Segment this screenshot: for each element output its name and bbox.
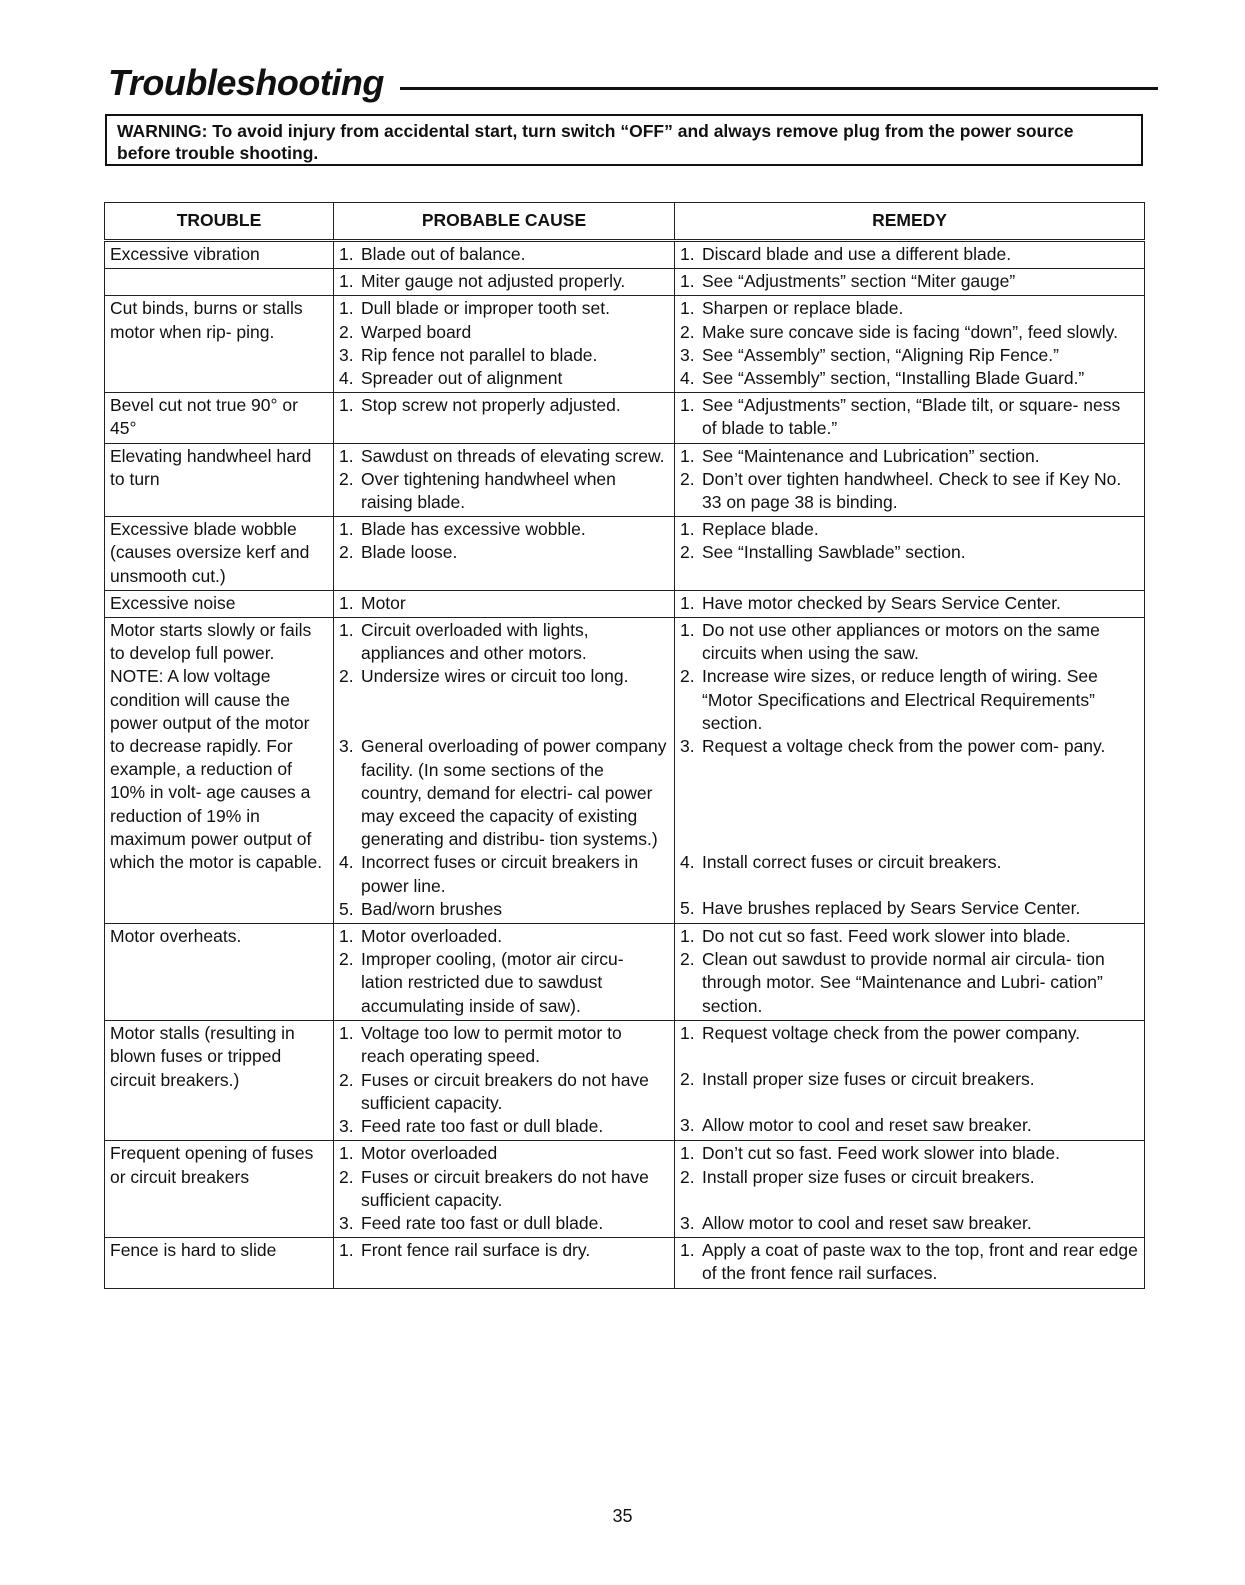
page-header	[108, 58, 1158, 108]
remedy-text: See “Assembly” section, “Aligning Rip Fence.”	[702, 344, 1059, 365]
remedy-cell	[675, 1141, 1145, 1238]
cause-item	[339, 270, 669, 293]
warning-box	[105, 114, 1143, 166]
table-row	[105, 241, 1145, 269]
remedy-text: Discard blade and use a different blade.	[702, 244, 1012, 264]
item-number: 4.	[339, 368, 354, 389]
probable-cause-cell	[334, 618, 675, 924]
cause-item	[339, 344, 669, 367]
item-number: 2.	[680, 542, 695, 563]
item-number: 2.	[339, 1069, 354, 1090]
trouble-cell: Motor overheats.	[105, 924, 334, 1021]
remedy-item	[680, 619, 1139, 665]
item-number: 1.	[339, 271, 354, 292]
cause-text: Undersize wires or circuit too long.	[361, 666, 629, 687]
item-number: 3.	[339, 736, 354, 757]
remedy-text: Allow motor to cool and reset saw breaker.	[702, 1212, 1032, 1233]
remedy-text: Don’t cut so fast. Feed work slower into blade.	[702, 1143, 1060, 1164]
item-number: 2.	[680, 468, 695, 489]
cause-text: Spreader out of alignment	[361, 368, 563, 389]
cause-item	[339, 735, 669, 851]
table-row	[105, 1238, 1145, 1288]
cause-text: General overloading of power company facility. (In some sections of the country, demand for electri- cal power may exceed the capacity of existing generating and distribu- tion systems.)	[361, 736, 667, 850]
remedy-text: Do not cut so fast. Feed work slower into blade.	[702, 926, 1071, 947]
remedy-item	[680, 735, 1139, 851]
remedy-item	[680, 445, 1139, 468]
table-row	[105, 393, 1145, 443]
cause-text: Rip fence not parallel to blade.	[361, 344, 598, 365]
trouble-cell: Excessive vibration	[105, 241, 334, 269]
item-number: 3.	[339, 1212, 354, 1233]
item-number: 1.	[339, 620, 354, 641]
table-row	[105, 1141, 1145, 1238]
remedy-text: Have motor checked by Sears Service Center.	[702, 592, 1061, 613]
probable-cause-cell	[334, 241, 675, 269]
cause-item	[339, 1115, 669, 1138]
cause-text: Circuit overloaded with lights, appliances and other motors.	[361, 620, 589, 664]
table-row	[105, 269, 1145, 296]
item-number: 2.	[339, 666, 354, 687]
title-rule	[400, 87, 1158, 90]
remedy-item	[680, 897, 1139, 920]
item-number: 1.	[680, 1023, 695, 1044]
item-number: 1.	[339, 519, 354, 540]
trouble-cell: Motor stalls (resulting in blown fuses or tripped circuit breakers.)	[105, 1021, 334, 1141]
cause-item	[339, 925, 669, 948]
remedy-item	[680, 851, 1139, 897]
remedy-item	[680, 1212, 1139, 1235]
item-number: 1.	[680, 592, 695, 613]
remedy-cell	[675, 296, 1145, 393]
cause-text: Fuses or circuit breakers do not have sufficient capacity.	[361, 1069, 649, 1113]
table-row	[105, 618, 1145, 924]
cause-item	[339, 665, 669, 735]
remedy-text: See “Adjustments” section “Miter gauge”	[702, 271, 1016, 292]
remedy-text: See “Installing Sawblade” section.	[702, 542, 966, 563]
cause-item	[339, 445, 669, 468]
remedy-item	[680, 665, 1139, 735]
warning-text: To avoid injury from accidental start, turn switch “OFF” and always remove plug from the power source before trouble shooting.	[117, 121, 1074, 163]
cause-text: Miter gauge not adjusted properly.	[361, 271, 626, 292]
item-number: 4.	[680, 368, 695, 389]
item-number: 4.	[680, 852, 695, 873]
remedy-text: Request a voltage check from the power com- pany.	[702, 736, 1106, 757]
remedy-cell	[675, 1021, 1145, 1141]
troubleshooting-table	[104, 202, 1145, 1289]
table-row	[105, 296, 1145, 393]
item-number: 3.	[339, 344, 354, 365]
remedy-item	[680, 1114, 1139, 1137]
item-number: 1.	[339, 1023, 354, 1044]
remedy-item	[680, 321, 1139, 344]
item-number: 5.	[680, 898, 695, 919]
remedy-item	[680, 243, 1139, 266]
trouble-cell: Excessive noise	[105, 590, 334, 617]
table-row	[105, 924, 1145, 1021]
cause-item	[339, 321, 669, 344]
trouble-cell: Excessive blade wobble (causes oversize kerf and unsmooth cut.)	[105, 517, 334, 591]
item-number: 3.	[680, 1115, 695, 1136]
remedy-cell	[675, 590, 1145, 617]
item-number: 1.	[680, 926, 695, 947]
trouble-cell: Motor starts slowly or fails to develop full power. NOTE: A low voltage condition will cause the power output of the motor to decrease rapidly. For example, a reduction of 10% in volt- age causes a reduction of 19% in maximum power output of which the motor is capable.	[105, 618, 334, 924]
cause-text: Fuses or circuit breakers do not have sufficient capacity.	[361, 1166, 649, 1210]
trouble-cell: Fence is hard to slide	[105, 1238, 334, 1288]
page-number: 35	[612, 1506, 633, 1526]
remedy-item	[680, 297, 1139, 320]
cause-item	[339, 898, 669, 921]
item-number: 5.	[339, 898, 354, 919]
item-number: 3.	[339, 1116, 354, 1137]
cause-text: Over tightening handwheel when raising blade.	[361, 468, 616, 513]
remedy-cell	[675, 618, 1145, 924]
item-number: 1.	[339, 1143, 354, 1164]
item-number: 2.	[339, 321, 354, 342]
probable-cause-cell	[334, 1238, 675, 1288]
remedy-text: Install correct fuses or circuit breakers.	[702, 852, 1002, 873]
cause-item	[339, 1142, 669, 1165]
item-number: 2.	[680, 1166, 695, 1187]
remedy-text: See “Adjustments” section, “Blade tilt, or square- ness of blade to table.”	[702, 395, 1121, 439]
table-row	[105, 590, 1145, 617]
cause-item	[339, 948, 669, 1018]
probable-cause-cell	[334, 590, 675, 617]
probable-cause-cell	[334, 517, 675, 591]
probable-cause-cell	[334, 1141, 675, 1238]
remedy-text: Make sure concave side is facing “down”, feed slowly.	[702, 321, 1118, 342]
remedy-cell	[675, 443, 1145, 517]
remedy-text: Request voltage check from the power company.	[702, 1023, 1081, 1044]
cause-text: Sawdust on threads of elevating screw.	[361, 445, 665, 466]
cause-text: Stop screw not properly adjusted.	[361, 395, 621, 416]
cause-item	[339, 1022, 669, 1068]
item-number: 2.	[680, 321, 695, 342]
table-row	[105, 443, 1145, 517]
item-number: 1.	[339, 244, 354, 264]
remedy-item	[680, 468, 1139, 514]
remedy-text: Clean out sawdust to provide normal air circula- tion through motor. See “Maintenance and Lubri- cation” section.	[702, 949, 1105, 1016]
remedy-item	[680, 948, 1139, 1018]
remedy-text: Apply a coat of paste wax to the top, front and rear edge of the front fence rail surfaces.	[702, 1240, 1138, 1284]
item-number: 1.	[339, 1240, 354, 1261]
item-number: 2.	[680, 666, 695, 687]
item-number: 1.	[680, 1143, 695, 1164]
table-header-row	[105, 203, 1145, 241]
cause-text: Dull blade or improper tooth set.	[361, 298, 611, 319]
cause-item	[339, 592, 669, 615]
remedy-item	[680, 394, 1139, 440]
item-number: 1.	[680, 395, 695, 416]
item-number: 2.	[339, 1166, 354, 1187]
item-number: 1.	[680, 620, 695, 641]
item-number: 1.	[339, 395, 354, 416]
cause-text: Warped board	[361, 321, 472, 342]
item-number: 1.	[680, 445, 695, 466]
remedy-item	[680, 1022, 1139, 1068]
warning-label: WARNING:	[117, 121, 208, 141]
probable-cause-cell	[334, 443, 675, 517]
cause-text: Voltage too low to permit motor to reach operating speed.	[361, 1023, 622, 1067]
remedy-text: See “Assembly” section, “Installing Blade Guard.”	[702, 368, 1085, 389]
cause-item	[339, 619, 669, 665]
cause-item	[339, 1239, 669, 1285]
remedy-item	[680, 1068, 1139, 1114]
item-number: 1.	[339, 445, 354, 466]
remedy-cell	[675, 924, 1145, 1021]
cause-item	[339, 468, 669, 514]
item-number: 2.	[680, 1069, 695, 1090]
cause-text: Feed rate too fast or dull blade.	[361, 1116, 604, 1137]
cause-item	[339, 1166, 669, 1212]
probable-cause-cell	[334, 393, 675, 443]
trouble-cell	[105, 269, 334, 296]
remedy-item	[680, 1142, 1139, 1165]
item-number: 1.	[339, 592, 354, 613]
item-number: 3.	[680, 344, 695, 365]
remedy-cell	[675, 1238, 1145, 1288]
page-title: Troubleshooting	[108, 62, 384, 103]
header-trouble: TROUBLE	[105, 203, 334, 241]
item-number: 1.	[680, 244, 695, 264]
remedy-cell	[675, 393, 1145, 443]
cause-text: Feed rate too fast or dull blade.	[361, 1212, 604, 1233]
remedy-text: Don’t over tighten handwheel. Check to see if Key No. 33 on page 38 is binding.	[702, 468, 1122, 513]
cause-text: Blade out of balance.	[361, 244, 526, 264]
item-number: 3.	[680, 736, 695, 757]
trouble-cell: Cut binds, burns or stalls motor when rip- ping.	[105, 296, 334, 393]
remedy-text: Increase wire sizes, or reduce length of wiring. See “Motor Specifications and Electrical Requirements” section.	[702, 666, 1098, 733]
item-number: 1.	[339, 926, 354, 947]
cause-item	[339, 1212, 669, 1235]
cause-text: Improper cooling, (motor air circu- lation restricted due to sawdust accumulating inside of saw).	[361, 949, 624, 1016]
remedy-item	[680, 367, 1139, 390]
header-remedy: REMEDY	[675, 203, 1145, 241]
remedy-cell	[675, 269, 1145, 296]
trouble-cell: Bevel cut not true 90° or 45°	[105, 393, 334, 443]
cause-item	[339, 1069, 669, 1115]
remedy-item	[680, 518, 1139, 541]
cause-text: Incorrect fuses or circuit breakers in power line.	[361, 852, 639, 896]
item-number: 1.	[339, 298, 354, 319]
remedy-item	[680, 541, 1139, 564]
header-probable-cause: PROBABLE CAUSE	[334, 203, 675, 241]
remedy-text: Replace blade.	[702, 519, 819, 540]
cause-text: Motor overloaded	[361, 1143, 498, 1164]
remedy-item	[680, 1239, 1139, 1285]
cause-text: Motor overloaded.	[361, 926, 503, 947]
probable-cause-cell	[334, 1021, 675, 1141]
item-number: 1.	[680, 298, 695, 319]
remedy-text: See “Maintenance and Lubrication” section.	[702, 445, 1040, 466]
cause-item	[339, 541, 669, 564]
cause-text: Motor	[361, 592, 406, 613]
probable-cause-cell	[334, 269, 675, 296]
trouble-cell: Elevating handwheel hard to turn	[105, 443, 334, 517]
remedy-text: Sharpen or replace blade.	[702, 298, 904, 319]
probable-cause-cell	[334, 296, 675, 393]
cause-item	[339, 243, 669, 266]
item-number: 1.	[680, 1240, 695, 1261]
item-number: 1.	[680, 519, 695, 540]
cause-text: Blade loose.	[361, 542, 458, 563]
cause-item	[339, 367, 669, 390]
item-number: 2.	[339, 468, 354, 489]
table-row	[105, 1021, 1145, 1141]
remedy-item	[680, 344, 1139, 367]
remedy-cell	[675, 241, 1145, 269]
item-number: 2.	[339, 949, 354, 970]
cause-text: Bad/worn brushes	[361, 898, 503, 919]
cause-item	[339, 851, 669, 897]
item-number: 1.	[680, 271, 695, 292]
remedy-text: Install proper size fuses or circuit breakers.	[702, 1069, 1035, 1090]
table-row	[105, 517, 1145, 591]
item-number: 3.	[680, 1212, 695, 1233]
item-number: 4.	[339, 852, 354, 873]
remedy-item	[680, 1166, 1139, 1212]
cause-item	[339, 297, 669, 320]
remedy-text: Have brushes replaced by Sears Service Center.	[702, 898, 1081, 919]
cause-text: Front fence rail surface is dry.	[361, 1240, 591, 1261]
probable-cause-cell	[334, 924, 675, 1021]
item-number: 2.	[680, 949, 695, 970]
item-number: 2.	[339, 542, 354, 563]
remedy-item	[680, 925, 1139, 948]
remedy-text: Install proper size fuses or circuit breakers.	[702, 1166, 1035, 1187]
remedy-item	[680, 270, 1139, 293]
remedy-text: Allow motor to cool and reset saw breaker.	[702, 1115, 1032, 1136]
remedy-item	[680, 592, 1139, 615]
trouble-cell: Frequent opening of fuses or circuit breakers	[105, 1141, 334, 1238]
table-body	[105, 241, 1145, 1289]
cause-item	[339, 394, 669, 440]
cause-text: Blade has excessive wobble.	[361, 519, 586, 540]
remedy-cell	[675, 517, 1145, 591]
cause-item	[339, 518, 669, 541]
remedy-text: Do not use other appliances or motors on the same circuits when using the saw.	[702, 620, 1100, 664]
